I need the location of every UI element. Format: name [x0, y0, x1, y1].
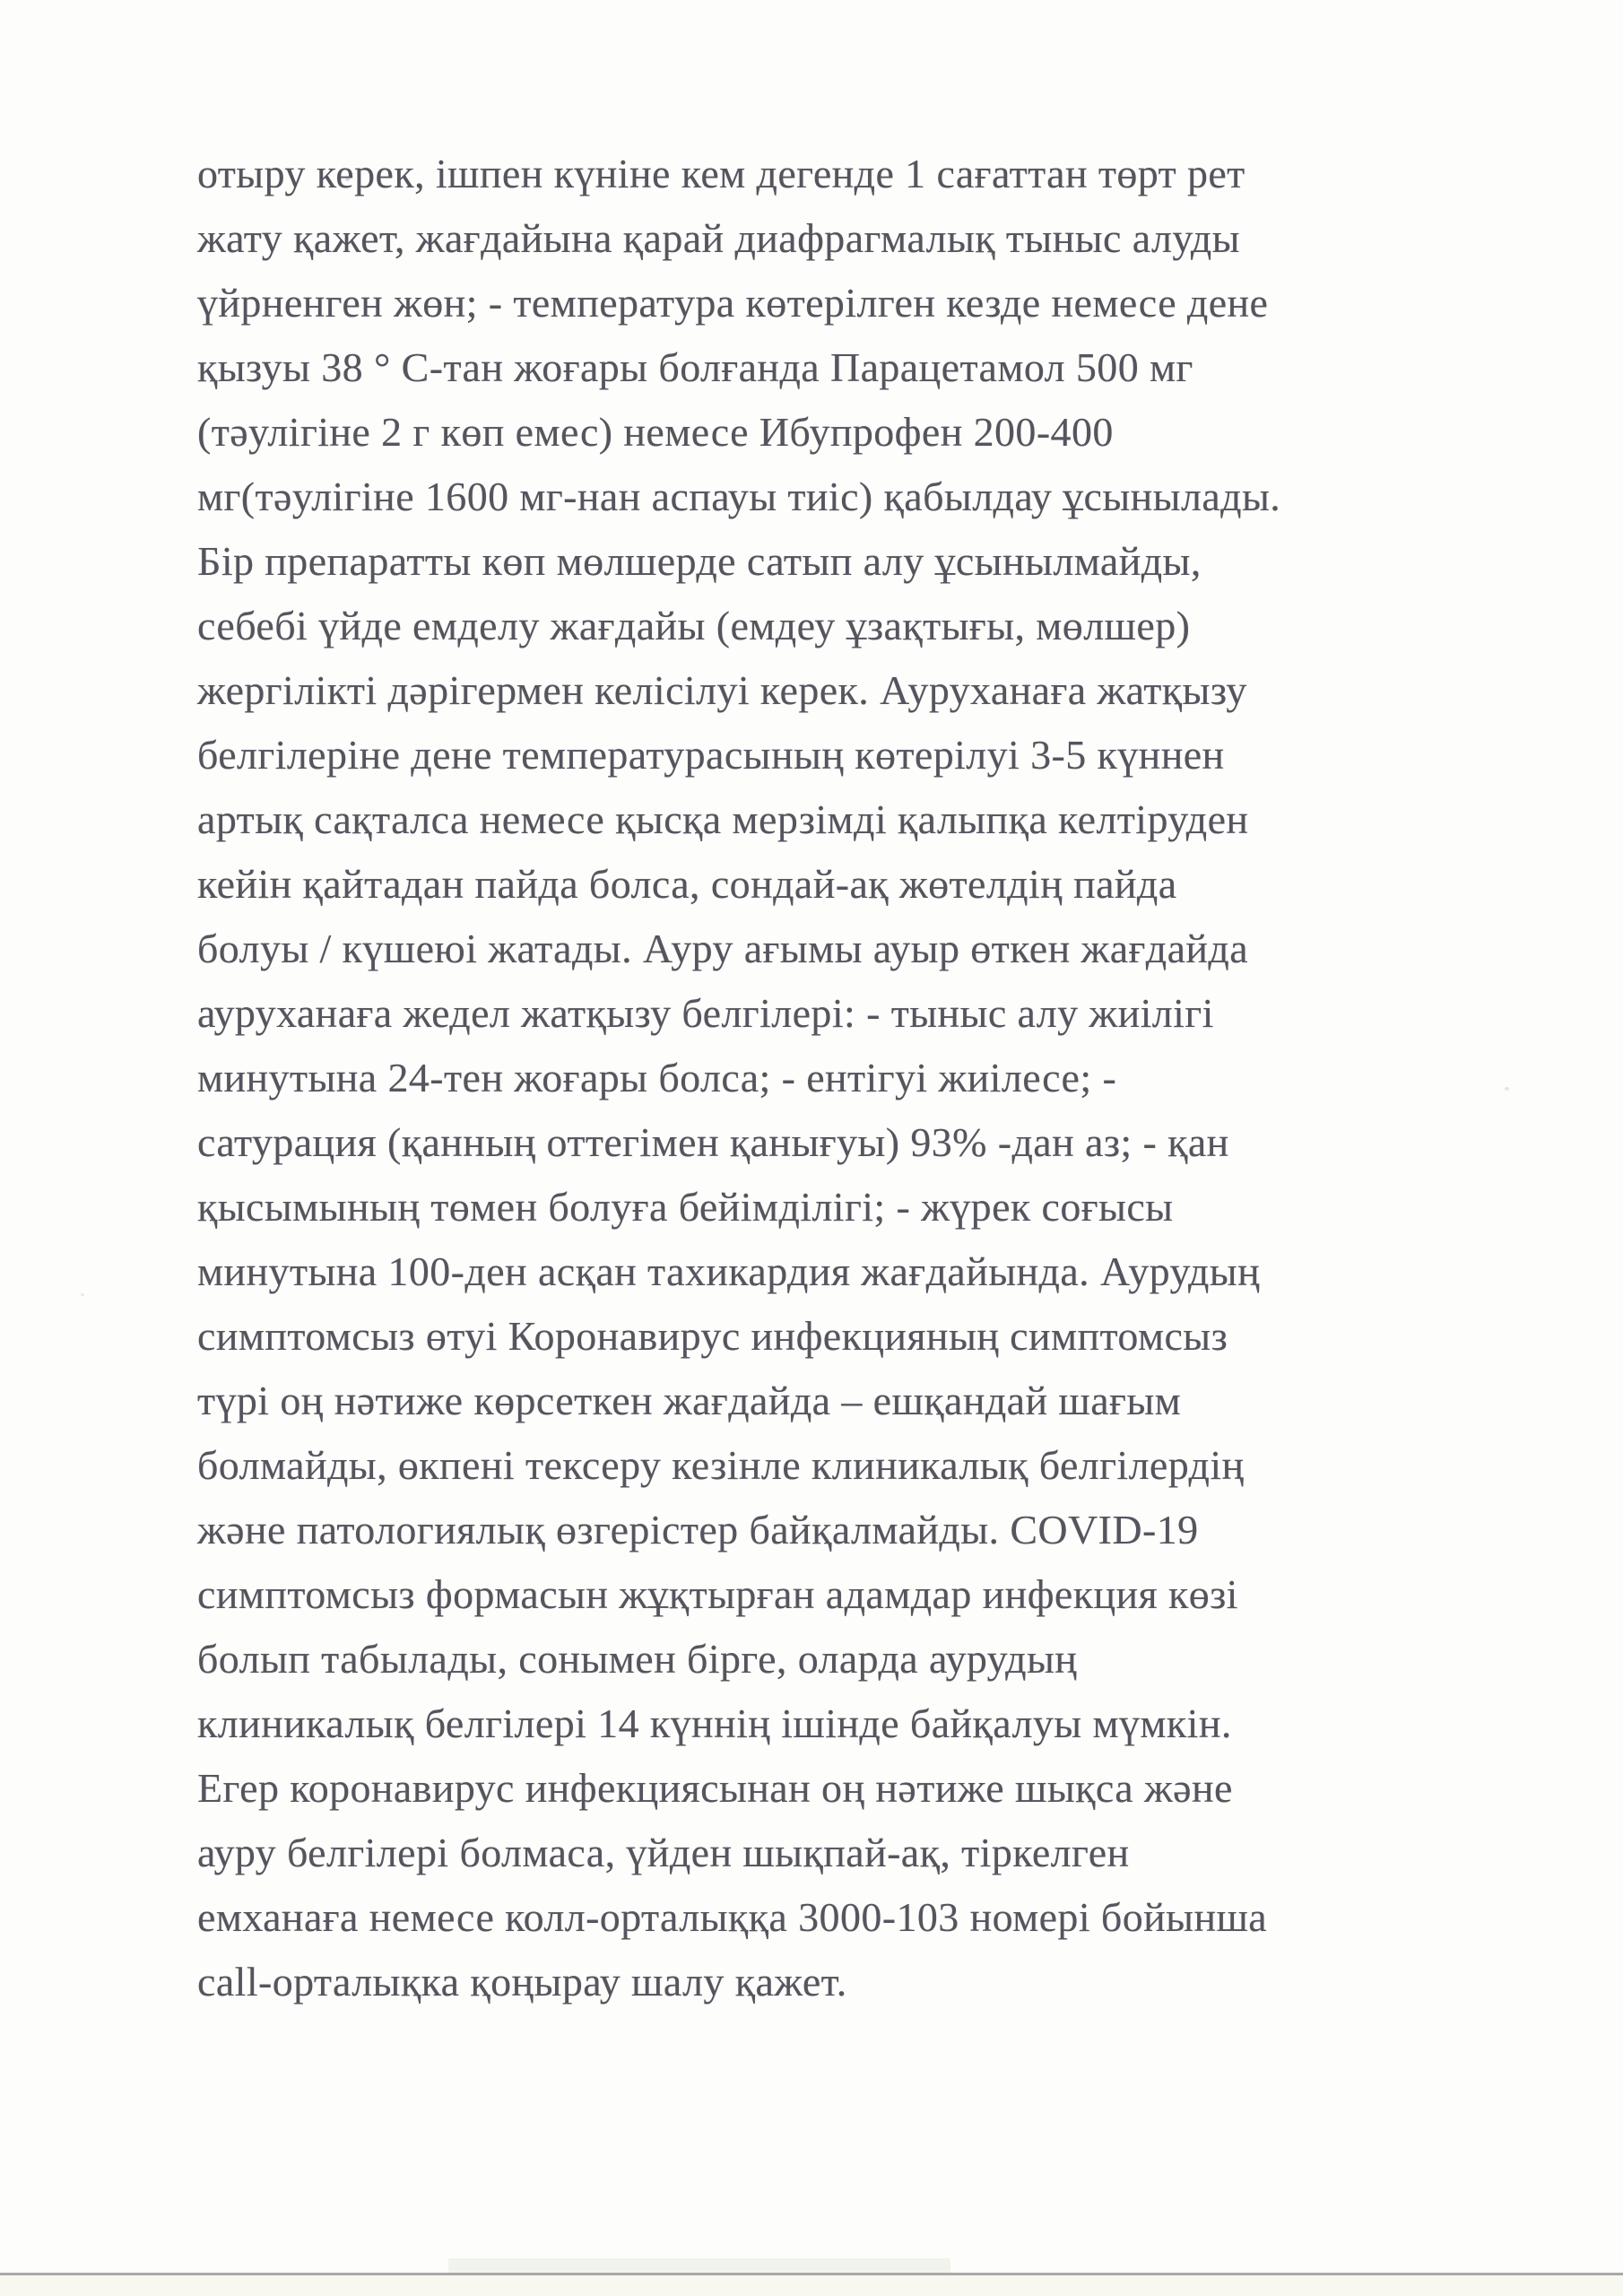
scan-speckle [345, 178, 350, 181]
text-line: минутына 24-тен жоғары болса; - ентігуі жиілесе; - [197, 1055, 1117, 1100]
text-line: қысымының төмен болуға бейімділігі; - жүрек соғысы [197, 1184, 1174, 1230]
text-line: Бір препаратты көп мөлшерде сатып алу ұсынылмайды, [197, 538, 1202, 584]
text-line: жергілікті дәрігермен келісілуі керек. Ауруханаға жатқызу [197, 667, 1247, 713]
scan-tint-artifact [448, 2258, 950, 2273]
paragraph-text-block [197, 142, 1569, 2014]
text-line: белгілеріне дене температурасының көтерілуі 3-5 күннен [197, 732, 1225, 778]
scan-bottom-strip [0, 2275, 1623, 2296]
text-line: болмайды, өкпені тексеру кезінле клиникалық белгілердің [197, 1442, 1245, 1488]
text-line: себебі үйде емделу жағдайы (емдеу ұзақтығы, мөлшер) [197, 603, 1191, 648]
text-line: және патологиялық өзгерістер байқалмайды. COVID-19 [197, 1507, 1199, 1552]
scan-speckle [81, 1293, 84, 1296]
text-line: артық сақталса немесе қысқа мерзімді қалыпқа келтіруден [197, 796, 1249, 842]
text-line: болып табылады, сонымен бірге, оларда аурудың [197, 1636, 1078, 1682]
text-line: сатурация (қанның оттегімен қанығуы) 93% -дан аз; - қан [197, 1119, 1229, 1165]
text-line: кейін қайтадан пайда болса, сондай-ақ жөтелдің пайда [197, 861, 1177, 907]
text-line: симптомсыз формасын жұқтырған адамдар инфекция көзі [197, 1571, 1238, 1617]
text-line: (тәулігіне 2 г көп емес) немесе Ибупрофен 200-400 [197, 409, 1114, 455]
text-line: Егер коронавирус инфекциясынан оң нәтиже шықса және [197, 1765, 1233, 1811]
text-line: клиникалық белгілері 14 күннің ішінде байқалуы мүмкін. [197, 1700, 1232, 1746]
text-line: болуы / күшеюі жатады. Ауру ағымы ауыр өткен жағдайда [197, 926, 1249, 971]
text-line: мг(тәулігіне 1600 мг-нан аспауы тиіс) қабылдау ұсынылады. [197, 474, 1281, 519]
text-line: емханаға немесе колл-орталыққа 3000-103 номері бойынша [197, 1894, 1268, 1940]
scan-speckle [1505, 1087, 1509, 1091]
text-line: жату қажет, жағдайына қарай диафрагмалық тыныс алуды [197, 215, 1240, 261]
text-line: қызуы 38 ° С-тан жоғары болғанда Парацетамол 500 мг [197, 344, 1193, 390]
scan-speckle [991, 253, 994, 257]
text-line: ауруханаға жедел жатқызу белгілері: - тыныс алу жиілігі [197, 990, 1214, 1036]
text-line: ауру белгілері болмаса, үйден шықпай-ақ, тіркелген [197, 1830, 1130, 1875]
text-line: минутына 100-ден асқан тахикардия жағдайында. Аурудың [197, 1248, 1261, 1294]
text-line: үйрненген жөн; - температура көтерілген кезде немесе дене [197, 280, 1269, 326]
text-line: отыру керек, ішпен күніне кем дегенде 1 сағаттан төрт рет [197, 151, 1245, 196]
text-line: түрі оң нәтиже көрсеткен жағдайда – ешқандай шағым [197, 1378, 1182, 1423]
text-line: симптомсыз өтуі Коронавирус инфекцияның симптомсыз [197, 1313, 1228, 1359]
text-line: call-орталықка қоңырау шалу қажет. [197, 1959, 847, 2005]
